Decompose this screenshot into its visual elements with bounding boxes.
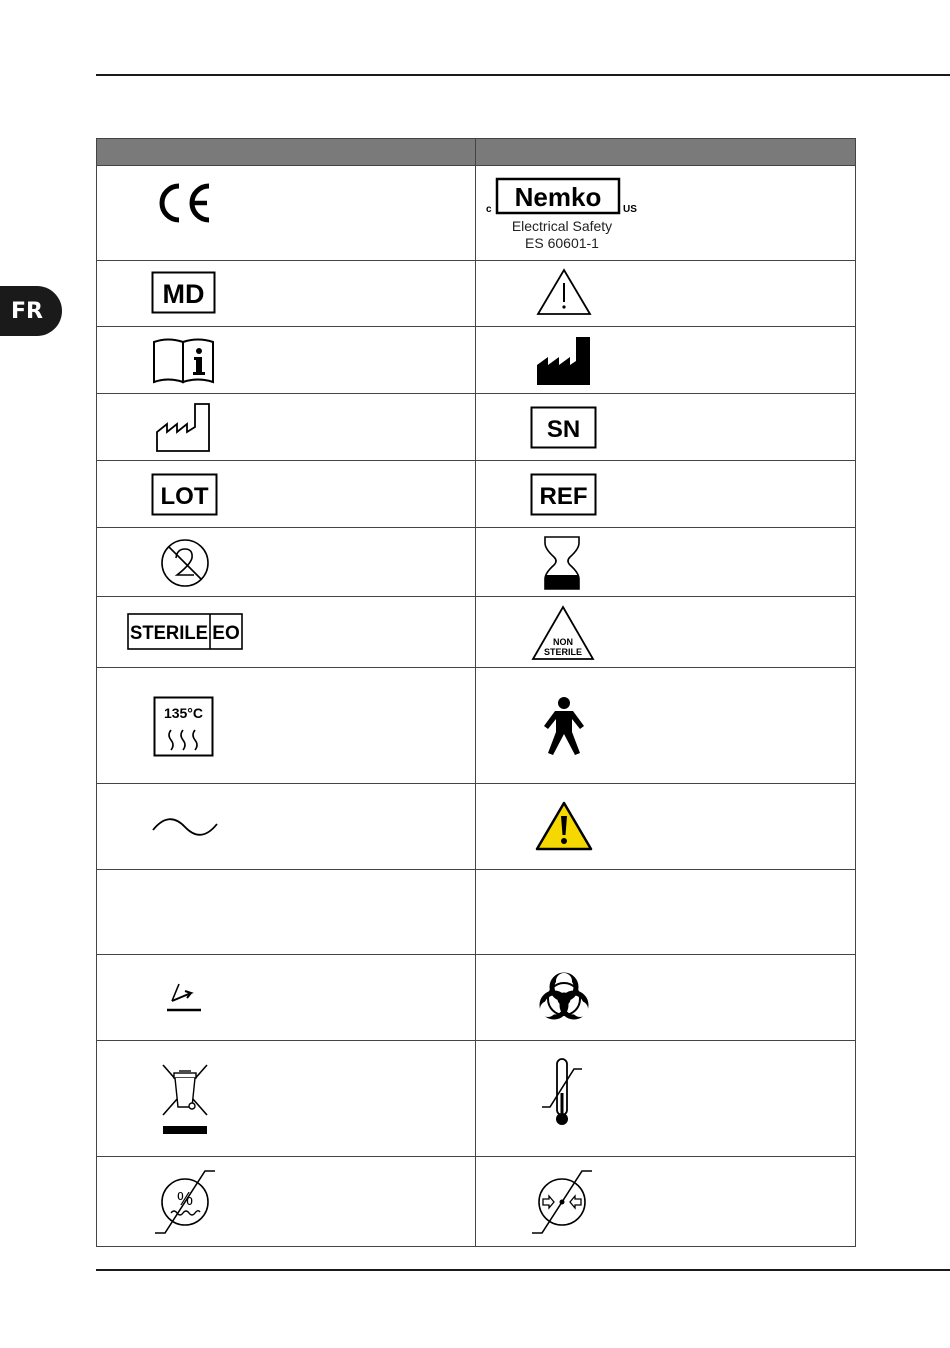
do-not-reuse-icon [159,537,211,589]
ce-marking-icon [155,182,215,224]
language-tab: FR [0,286,62,336]
cell-serial-number [476,394,856,461]
cell-lot [97,461,476,528]
cell-ce [97,166,476,261]
warning-yellow-icon [534,800,594,852]
alternating-current-icon [151,812,219,842]
date-of-manufacture-icon [155,402,213,454]
sterilizable-135c-icon [153,696,215,758]
cell-date-manufacture [97,394,476,461]
table-header [97,139,856,166]
cell-temperature [476,1041,856,1157]
top-rule [96,74,950,76]
nemko-line1: Electrical Safety [511,218,613,234]
pedal-icon [165,979,205,1015]
table-row [97,955,856,1041]
sn-text: SN [546,416,581,443]
cell-nemko [476,166,856,261]
cell-pedal [97,955,476,1041]
medical-device-icon [151,271,217,315]
cell-empty-right [476,870,856,955]
nemko-wordmark: Nemko [514,182,602,212]
header-col-2 [476,139,856,166]
humidity-limit-icon [153,1167,219,1237]
eo-text: EO [212,623,240,644]
cell-sterile-eo [97,597,476,668]
cell-ref [476,461,856,528]
table-row [97,784,856,870]
table-row [97,597,856,668]
cell-warning [476,784,856,870]
lot-text: LOT [160,483,209,510]
table-row [97,870,856,955]
table-row [97,1041,856,1157]
header-col-1 [97,139,476,166]
cell-135c [97,668,476,784]
non-sterile-icon [530,604,596,662]
use-by-date-icon [542,535,582,591]
svg-text:%: % [176,1189,194,1209]
md-text: MD [162,279,205,309]
temperature-limit-icon [540,1053,588,1133]
cell-non-sterile [476,597,856,668]
cell-pressure [476,1157,856,1247]
cell-manufacturer [476,327,856,394]
table-row [97,668,856,784]
ref-text: REF [539,483,588,510]
manufacturer-icon [536,335,592,387]
biohazard-icon [534,967,594,1027]
cell-md [97,261,476,327]
cell-type-b [476,668,856,784]
cell-consult-ifu [97,327,476,394]
non-text: NON [553,637,573,647]
symbols-table [96,138,856,1247]
nemko-line2: ES 60601-1 [525,235,599,251]
table-row [97,261,856,327]
nemko-c: c [486,204,492,215]
sterile-eo-icon [127,613,243,651]
table-row [97,1157,856,1247]
caution-icon [536,267,592,317]
cell-caution [476,261,856,327]
serial-number-icon [530,406,598,450]
cell-biohazard [476,955,856,1041]
nemko-us: US [623,204,637,215]
table-row [97,528,856,597]
bottom-rule [96,1269,950,1271]
temp-text: 135°C [163,705,204,721]
ref-icon [530,473,598,517]
table-row [97,327,856,394]
cell-weee [97,1041,476,1157]
cell-do-not-reuse [97,528,476,597]
cell-humidity [97,1157,476,1247]
cell-empty-left [97,870,476,955]
weee-icon [159,1061,211,1137]
sterile-text: STERILE [130,623,208,644]
type-b-applied-part-icon [540,696,588,756]
table-row [97,166,856,261]
table-row [97,394,856,461]
consult-instructions-icon [151,336,217,386]
non-sterile-text: STERILE [543,647,583,657]
atmospheric-pressure-limit-icon [530,1167,596,1237]
lot-icon [151,473,219,517]
nemko-logo-icon [484,176,644,252]
cell-use-by [476,528,856,597]
table-row [97,461,856,528]
cell-ac [97,784,476,870]
